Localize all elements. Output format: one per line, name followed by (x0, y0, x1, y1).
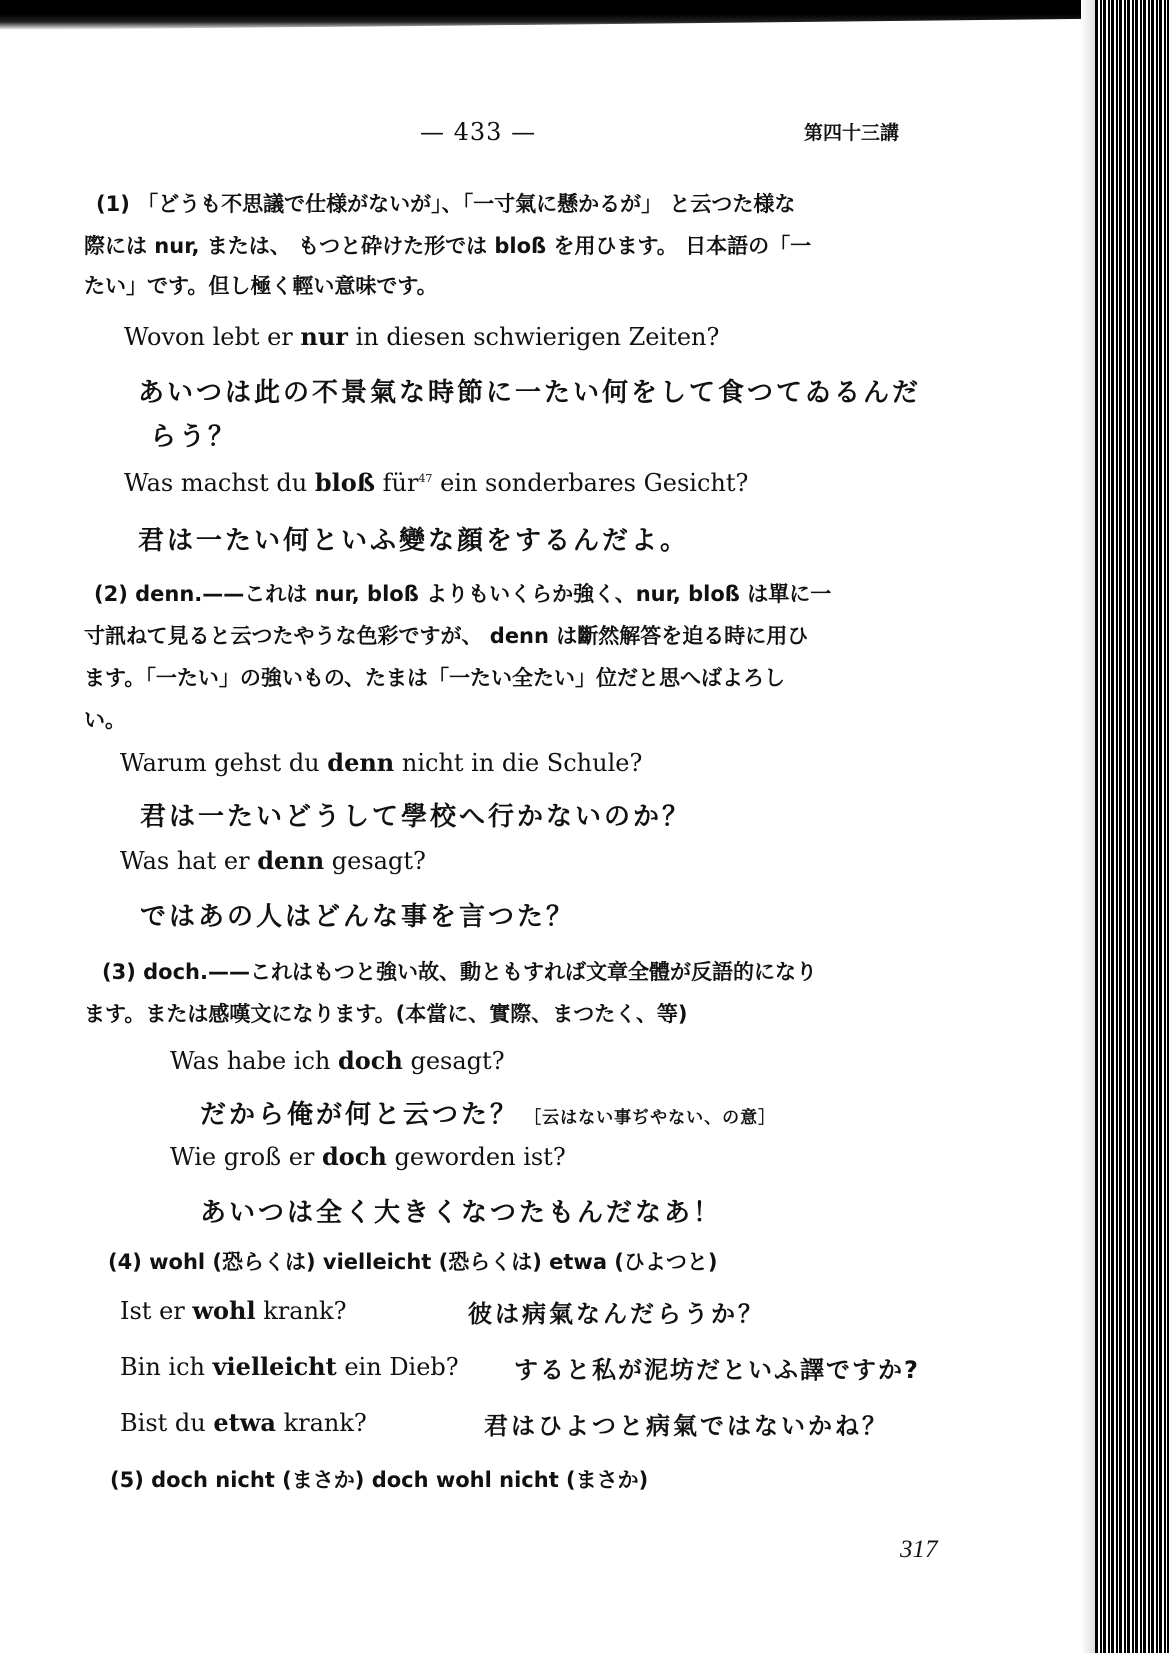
section1-example2-japanese: 君は一たい何といふ變な顔をするんだよ。 (138, 526, 690, 556)
section4-row2-german (120, 1352, 459, 1381)
section1-example2-german (124, 468, 748, 497)
section4-row3-german (120, 1408, 367, 1437)
example-text: krank? (275, 1409, 367, 1437)
footnote-marker: 47 (418, 472, 433, 485)
keyword: denn (257, 846, 325, 875)
example-text: Was hat er (120, 847, 258, 875)
section4-row1-german (120, 1296, 346, 1325)
example-text: Bin ich (120, 1353, 213, 1381)
section2-example2-japanese: ではあの人はどんな事を言つた？ (140, 902, 576, 932)
keyword: vielleicht (212, 1352, 337, 1381)
page-stack-edge (1095, 0, 1169, 1653)
section3-example1-german (170, 1046, 505, 1075)
section3-example2-german (170, 1142, 566, 1171)
example-text: geworden ist? (386, 1143, 566, 1171)
section1-intro-line1: (1) 「どうも不思議で仕様がないが」、「一寸氣に懸かるが」 と云つた様な (96, 192, 796, 216)
section4-intro: (4) wohl (恐らくは) vielleicht (恐らくは) etwa (ひよつと) (108, 1250, 718, 1274)
keyword: denn (327, 748, 395, 777)
page-edge-shadow (1081, 0, 1095, 1653)
section1-intro-line2: 際には nur, または、 もつと砕けた形では bloß を用ひます。 日本語の「一 (84, 234, 812, 258)
example-text: ein Dieb? (336, 1353, 459, 1381)
section3-example2-japanese: あいつは全く大きくなつたもんだなあ！ (200, 1198, 723, 1228)
keyword: bloß (314, 468, 375, 497)
keyword: nur (300, 322, 348, 351)
example-text: Wie groß er (170, 1143, 323, 1171)
keyword: wohl (192, 1296, 256, 1325)
example-text: Bist du (120, 1409, 214, 1437)
section1-example1-japanese-line1: あいつは此の不景氣な時節に一たい何をして食つてゐるんだ (138, 378, 922, 408)
example-text: in diesen schwierigen Zeiten? (347, 323, 720, 351)
example-text: Wovon lebt er (124, 323, 301, 351)
section3-example1-japanese-row (200, 1094, 776, 1131)
example-text: nicht in die Schule? (394, 749, 643, 777)
section1-intro-line3: たい」です。但し極く輕い意味です。 (84, 274, 438, 298)
section1-example1-german (124, 322, 719, 351)
example-text: krank? (255, 1297, 347, 1325)
example-text: gesagt? (324, 847, 426, 875)
section3-intro-line1: (3) doch.——これはもつと強い故、動ともすれば文章全體が反語的になり (102, 960, 817, 984)
section1-example1-japanese-line2: らう？ (150, 422, 238, 452)
example-text: für (374, 469, 419, 497)
section3-intro-line2: ます。または感嘆文になります。(本當に、實際、まつたく、等) (84, 1002, 688, 1026)
section4-row3-japanese: 君はひよつと病氣ではないかね？ (484, 1412, 889, 1440)
example-text: gesagt? (402, 1047, 505, 1075)
example-text: Was machst du (124, 469, 315, 497)
section2-intro-line2: 寸訊ねて見ると云つたやうな色彩ですが、 denn は斷然解答を迫る時に用ひ (84, 624, 809, 648)
section4-row1-japanese: 彼は病氣なんだらうか？ (468, 1300, 765, 1328)
example-text: Ist er (120, 1297, 193, 1325)
section2-intro-line4: い。 (84, 708, 126, 732)
example-text: Was habe ich (170, 1047, 338, 1075)
section5-intro: (5) doch nicht (まさか) doch wohl nicht (まさか) (110, 1468, 649, 1492)
keyword: doch (322, 1142, 387, 1171)
page-number-header: — 433 — (420, 118, 537, 146)
section2-intro-line1: (2) denn.——これは nur, bloß よりもいくらか強く、nur, bloß は單に一 (94, 582, 832, 606)
section3-example1-japanese: だから俺が何と云つた？ (200, 1100, 520, 1130)
section2-example1-german (120, 748, 642, 777)
example-text: ein sonderbares Gesicht? (432, 469, 749, 497)
section3-example1-note: ［云はない事ぢやない、の意］ (524, 1108, 777, 1128)
chapter-title: 第四十三講 (804, 122, 900, 144)
section2-intro-line3: ます。「一たい」の強いもの、たまは「一たい全たい」位だと思へばよろし (84, 666, 785, 690)
section4-row2-japanese: すると私が泥坊だといふ譯ですか? (514, 1356, 920, 1384)
keyword: doch (338, 1046, 403, 1075)
scan-top-edge (0, 0, 1169, 30)
keyword: etwa (213, 1408, 276, 1437)
section2-example1-japanese: 君は一たいどうして學校へ行かないのか？ (140, 802, 692, 832)
example-text: Warum gehst du (120, 749, 328, 777)
section2-example2-german (120, 846, 426, 875)
folio-number: 317 (900, 1536, 938, 1563)
